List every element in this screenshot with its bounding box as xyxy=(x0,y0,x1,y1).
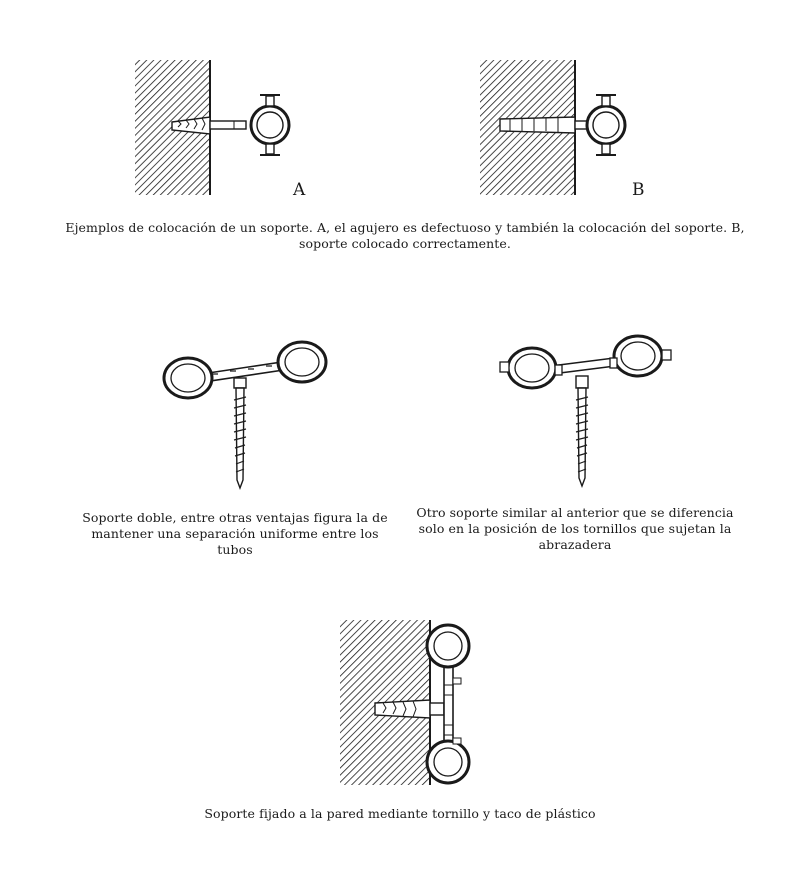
caption-similar-support: Otro soporte similar al anterior que se diferencia solo en la posición de los tornillos que sujetan la abrazadera xyxy=(416,505,734,552)
wall-anchor-incorrect-diagram xyxy=(130,55,310,205)
caption-double-support: Soporte doble, entre otras ventajas figura la de mantener una separación uniforme entre los tubos xyxy=(82,510,388,557)
double-support-diagram xyxy=(150,330,340,490)
label-b: B xyxy=(632,180,645,200)
wall-plug xyxy=(375,700,430,718)
caption-figure-1: Ejemplos de colocación de un soporte. A, el agujero es defectuoso y también la colocación del soporte. B, soporte colocado correctamente. xyxy=(65,220,745,251)
caption-wall-mounted-support: Soporte fijado a la pared mediante tornillo y taco de plástico xyxy=(204,806,596,821)
pipe-clamp-ring xyxy=(427,741,469,783)
wall-anchor-correct-diagram xyxy=(470,55,650,205)
wall-plug xyxy=(500,117,575,133)
pipe-clamp-ring xyxy=(427,625,469,667)
similar-support-diagram xyxy=(490,320,680,490)
label-a: A xyxy=(293,180,306,200)
wall-mounted-support-diagram xyxy=(335,610,485,790)
